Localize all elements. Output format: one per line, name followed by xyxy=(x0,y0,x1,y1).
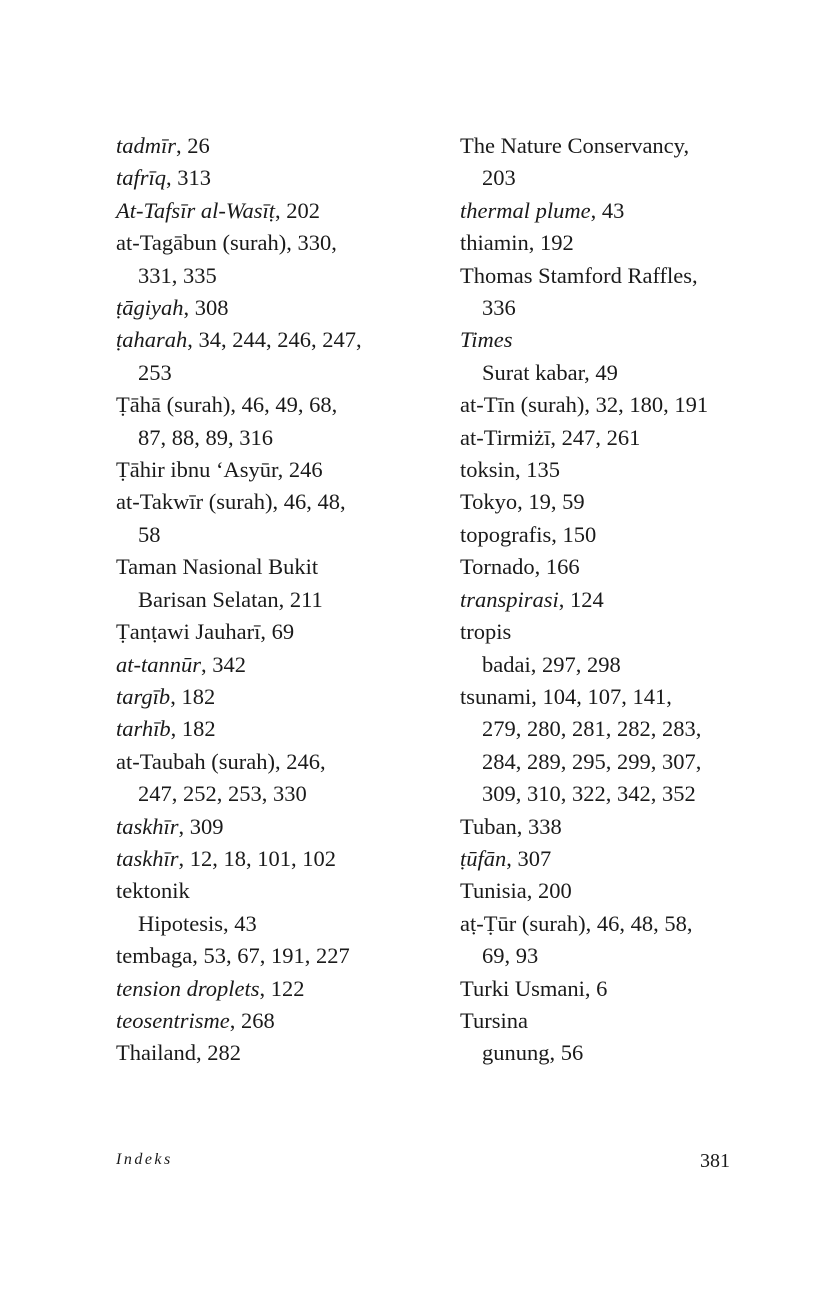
index-entry xyxy=(460,811,760,843)
index-entry-line xyxy=(460,908,760,940)
index-entry xyxy=(116,454,436,486)
index-entry-continuation: badai, 297, 298 xyxy=(482,651,621,677)
index-entry-line xyxy=(460,130,760,162)
index-entry xyxy=(116,389,436,454)
index-entry-line xyxy=(116,649,436,681)
index-entry xyxy=(460,875,760,907)
index-entry xyxy=(460,454,760,486)
index-entry xyxy=(116,551,436,616)
index-entry-line xyxy=(460,551,760,583)
index-page-refs: , 307 xyxy=(506,845,552,871)
index-entry-continuation: 69, 93 xyxy=(482,943,539,969)
index-term: teosentrisme xyxy=(116,1007,230,1033)
index-entry-line xyxy=(116,875,436,907)
index-entry-continuation: Barisan Selatan, 211 xyxy=(138,586,323,612)
index-entry xyxy=(116,875,436,940)
index-entry xyxy=(116,1005,436,1037)
index-entry-line xyxy=(460,811,760,843)
index-entry-line xyxy=(116,811,436,843)
index-term: tembaga, 53, 67, 191, 227 xyxy=(116,943,350,969)
index-entry xyxy=(116,292,436,324)
index-term: Tursina xyxy=(460,1007,528,1033)
index-entry-continuation: 279, 280, 281, 282, 283, xyxy=(482,716,702,742)
index-term: at-Tagābun (surah), 330, xyxy=(116,230,337,256)
index-entry-line xyxy=(116,973,436,1005)
index-term: at-Tirmiżī, 247, 261 xyxy=(460,424,641,450)
index-term: Turki Usmani, 6 xyxy=(460,975,608,1001)
index-entry-continuation: 336 xyxy=(482,295,516,321)
index-entry-line xyxy=(460,584,760,616)
index-entry xyxy=(116,130,436,162)
index-entry-line xyxy=(116,292,436,324)
index-entry-continuation: Hipotesis, 43 xyxy=(138,910,257,936)
index-entry-line xyxy=(460,454,760,486)
index-entry xyxy=(116,843,436,875)
index-term: tension droplets xyxy=(116,975,260,1001)
index-entry-continuation: 247, 252, 253, 330 xyxy=(138,781,307,807)
index-entry-continuation: Surat kabar, 49 xyxy=(482,359,618,385)
index-entry-line xyxy=(460,875,760,907)
index-term: Ṭāhir ibnu ‘Asyūr, 246 xyxy=(116,457,323,483)
index-term: aṭ-Ṭūr (surah), 46, 48, 58, xyxy=(460,910,693,936)
index-entry-line xyxy=(460,973,760,1005)
index-entry xyxy=(460,389,760,421)
index-page-refs: , 342 xyxy=(201,651,247,677)
index-term: tropis xyxy=(460,619,512,645)
index-term: thermal plume xyxy=(460,197,591,223)
index-page-refs: , 308 xyxy=(183,295,229,321)
index-term: Tuban, 338 xyxy=(460,813,562,839)
index-entry-line xyxy=(116,162,436,194)
index-term: tafrīq xyxy=(116,165,167,191)
index-term: Taman Nasional Bukit xyxy=(116,554,319,580)
index-entry-line xyxy=(460,195,760,227)
index-entry xyxy=(116,713,436,745)
index-term: ṭūfān xyxy=(460,845,507,871)
index-term: thiamin, 192 xyxy=(460,230,574,256)
index-entry xyxy=(460,681,760,811)
index-entry-line xyxy=(116,324,436,356)
index-page-refs: , 34, 244, 246, 247, xyxy=(187,327,362,353)
index-entry-continuation: gunung, 56 xyxy=(482,1040,584,1066)
index-entry xyxy=(460,486,760,518)
index-page-refs: , 313 xyxy=(166,165,212,191)
index-entry-line xyxy=(116,389,436,421)
index-column-right xyxy=(460,130,760,1070)
index-term: tektonik xyxy=(116,878,190,904)
index-entry-line xyxy=(116,713,436,745)
index-entry xyxy=(460,260,760,325)
index-term: Thomas Stamford Raffles, xyxy=(460,262,698,288)
index-entry-line xyxy=(460,260,760,292)
index-page-refs: , 43 xyxy=(590,197,625,223)
index-entry-line xyxy=(460,519,760,551)
index-term: At-Tafsīr al-Wasīṭ xyxy=(116,197,276,223)
index-entry xyxy=(460,130,760,195)
index-page-refs: , 12, 18, 101, 102 xyxy=(178,845,337,871)
index-entry-line xyxy=(460,389,760,421)
index-entry-line xyxy=(116,454,436,486)
index-term: The Nature Conservancy, xyxy=(460,133,690,158)
index-page-refs: , 182 xyxy=(170,716,216,742)
index-entry-line xyxy=(460,681,760,713)
index-entry-continuation: 58 xyxy=(138,521,161,547)
running-footer-section: Indeks xyxy=(116,1151,173,1168)
index-term: Times xyxy=(460,327,513,353)
index-entry-line xyxy=(116,746,436,778)
index-term: taskhīr xyxy=(116,845,179,871)
index-term: Tornado, 166 xyxy=(460,554,580,580)
index-entry xyxy=(460,616,760,681)
index-entry-line xyxy=(460,843,760,875)
index-entry xyxy=(460,422,760,454)
index-page-refs: , 182 xyxy=(170,683,216,709)
index-entry xyxy=(116,486,436,551)
index-term: toksin, 135 xyxy=(460,457,561,483)
index-entry xyxy=(116,227,436,292)
index-term: at-Taubah (surah), 246, xyxy=(116,748,326,774)
index-entry xyxy=(460,195,760,227)
index-entry-line xyxy=(116,1005,436,1037)
index-entry-line xyxy=(460,486,760,518)
index-term: at-tannūr xyxy=(116,651,202,677)
index-term: transpirasi xyxy=(460,586,559,612)
index-entry xyxy=(116,973,436,1005)
index-entry xyxy=(460,1005,760,1070)
index-entry-line xyxy=(460,227,760,259)
index-entry xyxy=(116,649,436,681)
index-entry-continuation: 284, 289, 295, 299, 307, xyxy=(482,748,702,774)
index-entry-continuation: 253 xyxy=(138,359,172,385)
index-entry xyxy=(116,162,436,194)
index-entry xyxy=(116,616,436,648)
index-entry-continuation: 87, 88, 89, 316 xyxy=(138,424,273,450)
index-term: tadmīr xyxy=(116,133,177,158)
index-entry-line xyxy=(460,422,760,454)
index-term: tarhīb xyxy=(116,716,171,742)
index-entry xyxy=(460,908,760,973)
index-page-refs: , 122 xyxy=(259,975,305,1001)
index-entry xyxy=(116,681,436,713)
index-entry-line xyxy=(460,324,760,356)
index-page-refs: , 268 xyxy=(229,1007,275,1033)
index-page-refs: , 309 xyxy=(178,813,224,839)
index-column-left xyxy=(116,130,436,1070)
index-entry xyxy=(116,1037,436,1069)
index-term: ṭāgiyah xyxy=(116,295,184,321)
index-page-refs: , 26 xyxy=(176,133,210,158)
index-entry xyxy=(116,324,436,389)
index-term: Ṭanṭawi Jauharī, 69 xyxy=(116,619,295,645)
index-entry-line xyxy=(116,227,436,259)
index-page-refs: , 202 xyxy=(275,197,321,223)
index-entry xyxy=(116,811,436,843)
page-number: 381 xyxy=(700,1150,730,1172)
index-entry-line xyxy=(116,940,436,972)
index-entry xyxy=(460,551,760,583)
index-term: at-Tīn (surah), 32, 180, 191 xyxy=(460,392,709,418)
index-entry-continuation: 203 xyxy=(482,165,516,191)
index-entry-continuation: 331, 335 xyxy=(138,262,217,288)
index-entry-line xyxy=(116,130,436,162)
index-term: taskhīr xyxy=(116,813,179,839)
index-entry-line xyxy=(460,1005,760,1037)
index-entry xyxy=(460,973,760,1005)
index-term: topografis, 150 xyxy=(460,521,597,547)
index-entry-line xyxy=(116,681,436,713)
index-entry-line xyxy=(116,551,436,583)
index-entry-line xyxy=(116,486,436,518)
index-entry-line xyxy=(116,1037,436,1069)
index-entry xyxy=(460,324,760,389)
index-entry xyxy=(116,746,436,811)
index-entry xyxy=(460,519,760,551)
index-entry-continuation: 309, 310, 322, 342, 352 xyxy=(482,781,696,807)
index-term: Thailand, 282 xyxy=(116,1040,241,1066)
index-term: Tokyo, 19, 59 xyxy=(460,489,585,515)
index-term: targīb xyxy=(116,683,171,709)
index-entry-line xyxy=(116,195,436,227)
index-term: ṭaharah xyxy=(116,327,188,353)
index-term: Tunisia, 200 xyxy=(460,878,572,904)
index-entry xyxy=(460,584,760,616)
index-entry xyxy=(460,843,760,875)
index-term: Ṭāhā (surah), 46, 49, 68, xyxy=(116,392,338,418)
index-entry-line xyxy=(460,616,760,648)
index-term: tsunami, 104, 107, 141, xyxy=(460,683,672,709)
index-page-refs: , 124 xyxy=(558,586,604,612)
index-entry xyxy=(460,227,760,259)
index-entry-line xyxy=(116,616,436,648)
index-entry-line xyxy=(116,843,436,875)
index-entry xyxy=(116,195,436,227)
index-term: at-Takwīr (surah), 46, 48, xyxy=(116,489,346,515)
index-entry xyxy=(116,940,436,972)
